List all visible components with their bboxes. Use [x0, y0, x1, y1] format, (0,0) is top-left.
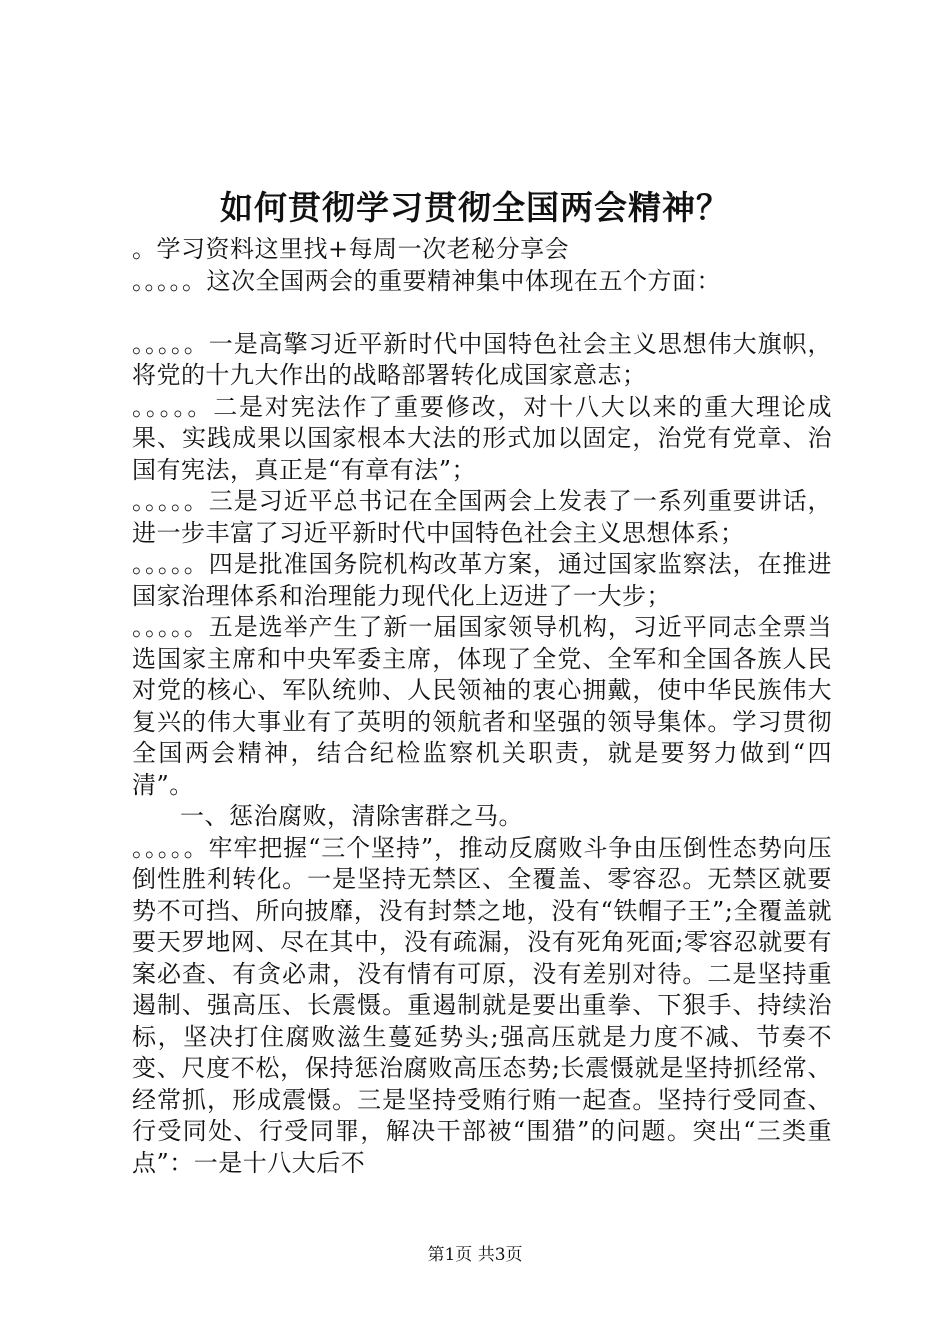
- paragraph-point-one: 。。。。。一是高擎习近平新时代中国特色社会主义思想伟大旗帜，将党的十九大作出的战略部署转化成国家意志；: [132, 329, 832, 389]
- paragraph-point-three: 。。。。。三是习近平总书记在全国两会上发表了一系列重要讲话，进一步丰富了习近平新时代中国特色社会主义思想体系；: [132, 487, 832, 547]
- paragraph-section-one-body: 。。。。。牢牢把握“三个坚持”，推动反腐败斗争由压倒性态势向压倒性胜利转化。一是坚持无禁区、全覆盖、零容忍。无禁区就要势不可挡、所向披靡，没有封禁之地，没有“铁帽子王”;全覆盖就要天罗地网、尽在其中，没有疏漏，没有死角死面;零容忍就要有案必查、有贪必肃，没有情有可原，没有差别对待。二是坚持重遏制、强高压、长震慑。重遏制就是要出重拳、下狠手、持续治标，坚决打住腐败滋生蔓延势头;强高压就是力度不减、节奏不变、尺度不松，保持惩治腐败高压态势;长震慑就是坚持抓经常、经常抓，形成震慑。三是坚持受贿行贿一起查。坚持行受同查、行受同处、行受同罪，解决干部被“围猎”的问题。突出“三类重点”：一是十八大后不: [132, 833, 832, 1177]
- paragraph-intro-note: 。学习资料这里找+每周一次老秘分享会: [132, 235, 570, 263]
- document-title: 如何贯彻学习贯彻全国两会精神？: [220, 188, 730, 227]
- paragraph-point-four: 。。。。。四是批准国务院机构改革方案，通过国家监察法，在推进国家治理体系和治理能力现代化上迈进了一大步；: [132, 550, 832, 610]
- section-heading-one: 一、惩治腐败，清除害群之马。: [180, 802, 523, 830]
- document-body: [132, 234, 832, 1179]
- paragraph-five-aspects-lead: 。。。。。这次全国两会的重要精神集中体现在五个方面：: [132, 266, 721, 295]
- paragraph-point-two: 。。。。。二是对宪法作了重要修改，对十八大以来的重大理论成果、实践成果以国家根本大法的形式加以固定，治党有党章、治国有宪法，真正是“有章有法”；: [132, 392, 832, 484]
- paragraph-point-five: 。。。。。五是选举产生了新一届国家领导机构，习近平同志全票当选国家主席和中央军委主席，体现了全党、全军和全国各族人民对党的核心、军队统帅、人民领袖的衷心拥戴，使中华民族伟大复兴的伟大事业有了英明的领航者和坚强的领导集体。学习贯彻全国两会精神，结合纪检监察机关职责，就是要努力做到“四清”。: [132, 613, 832, 799]
- page-number-footer: 第1页 共3页: [427, 1245, 523, 1265]
